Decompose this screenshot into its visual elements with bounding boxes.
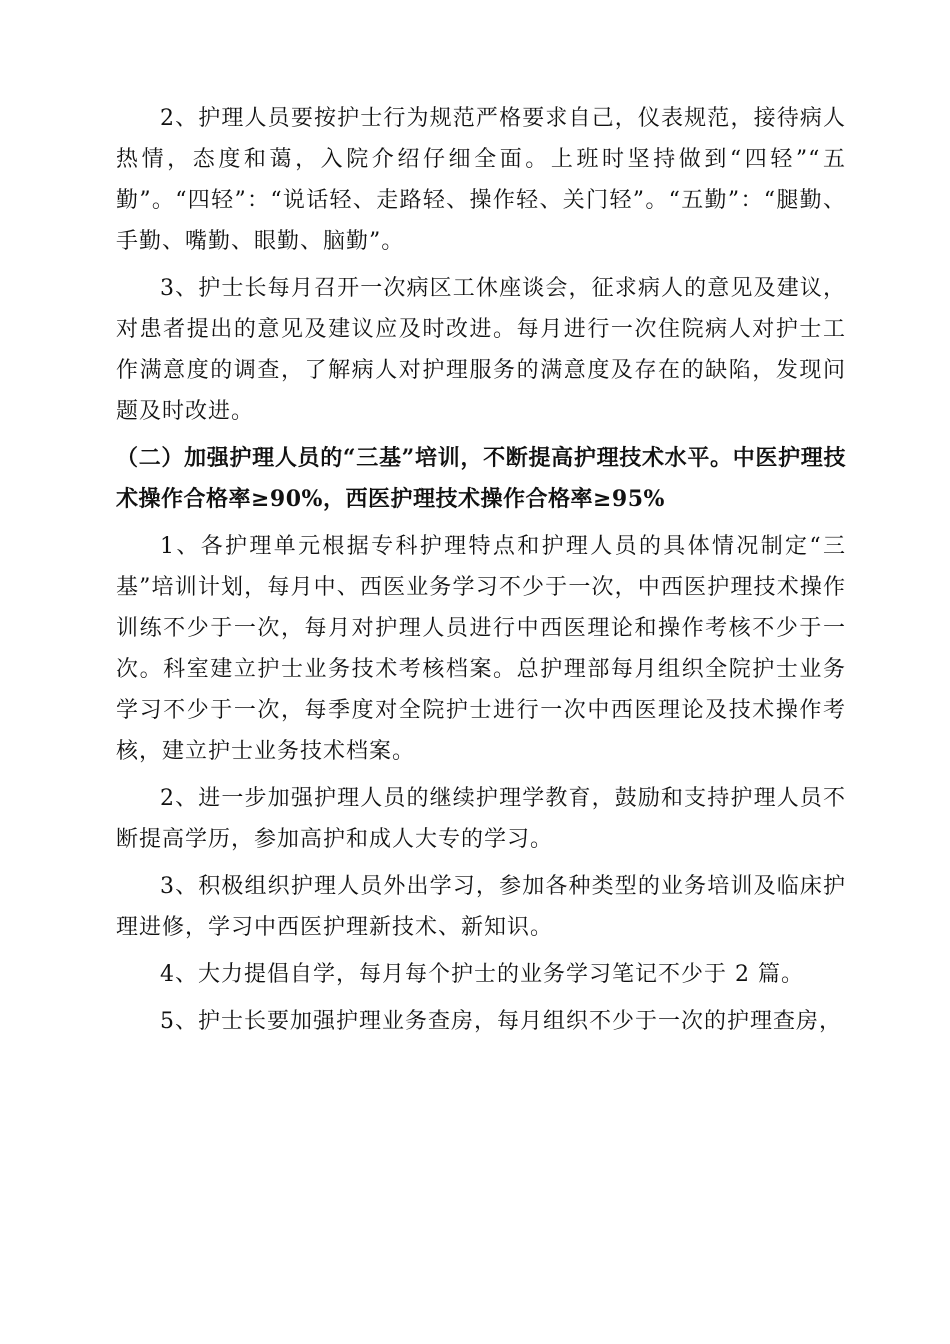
document-body: [116, 98, 846, 1042]
paragraph-training-plan: 1、各护理单元根据专科护理特点和护理人员的具体情况制定“三基”培训计划，每月中、西医业务学习不少于一次，中西医护理技术操作训练不少于一次，每月对护理人员进行中西医理论和操作考核不少于一次。科室建立护士业务技术考核档案。总护理部每月组织全院护士业务学习不少于一次，每季度对全院护士进行一次中西医理论及技术操作考核，建立护士业务技术档案。: [116, 534, 846, 764]
paragraph-etiquette: 2、护理人员要按护士行为规范严格要求自己，仪表规范，接待病人热情，态度和蔼，入院介绍仔细全面。上班时坚持做到“四轻”“五勤”。“四轻”：“说话轻、走路轻、操作轻、关门轻”。“五勤”：“腿勤、手勤、嘴勤、眼勤、脑勤”。: [116, 106, 846, 254]
paragraph-external-study: 3、积极组织护理人员外出学习，参加各种类型的业务培训及临床护理进修，学习中西医护理新技术、新知识。: [116, 874, 846, 940]
paragraph-ward-rounds: 5、护士长要加强护理业务查房，每月组织不少于一次的护理查房，: [160, 1009, 842, 1034]
section-heading-training: （二）加强护理人员的“三基”培训，不断提高护理技术水平。中医护理技术操作合格率≥90%，西医护理技术操作合格率≥95%: [116, 445, 846, 512]
paragraph-continuing-education: 2、进一步加强护理人员的继续护理学教育，鼓励和支持护理人员不断提高学历，参加高护和成人大专的学习。: [116, 786, 846, 852]
paragraph-feedback: 3、护士长每月召开一次病区工休座谈会，征求病人的意见及建议，对患者提出的意见及建议应及时改进。每月进行一次住院病人对护士工作满意度的调查，了解病人对护理服务的满意度及存在的缺陷，发现问题及时改进。: [116, 276, 846, 424]
paragraph-self-study: 4、大力提倡自学，每月每个护士的业务学习笔记不少于 2 篇。: [160, 962, 804, 987]
